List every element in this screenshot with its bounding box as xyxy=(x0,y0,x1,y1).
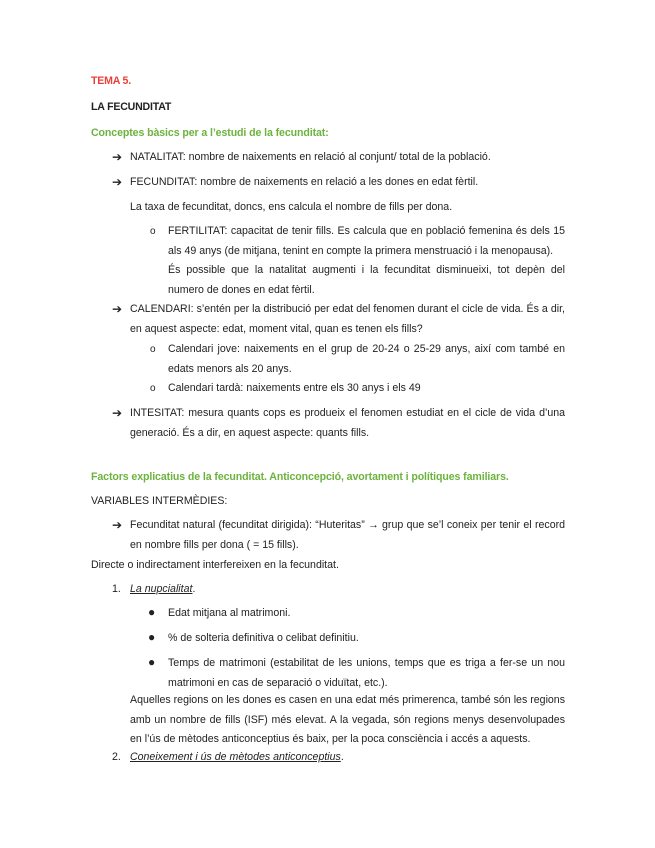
nupcialitat-dot: . xyxy=(192,583,196,595)
nupcialitat-label: La nupcialitat xyxy=(130,583,193,595)
bullet-icon: ● xyxy=(148,655,156,669)
directe-paragraph: Directe o indirectament interfereixen en la fecunditat. xyxy=(91,559,339,571)
calendari-jove-item: Calendari jove: naixements en el grup de 20-24 o 25-29 anys, així com també en edats menors als 20 anys. xyxy=(168,343,565,375)
variables-heading: VARIABLES INTERMÈDIES: xyxy=(91,495,228,507)
fertilitat-item: FERTILITAT: capacitat de tenir fills. Es calcula que en població femenina és dels 15 als 49 anys (de mitjana, tenint en compte la primera menstruació i la menopausa). xyxy=(168,225,565,257)
coneixement-item xyxy=(130,748,344,768)
section2-heading: Factors explicatius de la fecunditat. Anticoncepció, avortament i polítiques familiars. xyxy=(91,471,509,483)
solteria-item: % de solteria definitiva o celibat definitiu. xyxy=(168,632,359,644)
section1-heading: Conceptes bàsics per a l’estudi de la fecunditat: xyxy=(91,127,329,139)
circle-bullet-icon: o xyxy=(150,344,156,355)
coneixement-label: Coneixement i ús de mètodes anticonceptius xyxy=(130,751,341,763)
circle-bullet-icon: o xyxy=(150,383,156,394)
nupcialitat-item xyxy=(130,580,195,600)
calendari-item: CALENDARI: s’entén per la distribució per edat del fenomen durant el cicle de vida. És a dir, en aquest aspecte: edat, moment vital, quan es tenen els fills? xyxy=(130,303,565,335)
arrow-icon: ➔ xyxy=(112,175,123,189)
circle-bullet-icon: o xyxy=(150,226,156,237)
list-number: 1. xyxy=(112,583,121,595)
temps-matrimoni-item: Temps de matrimoni (estabilitat de les unions, temps que es triga a fer-se un nou matrimoni en cas de separació o viduïtat, etc.). xyxy=(168,657,565,689)
bullet-icon: ● xyxy=(148,630,156,644)
arrow-icon: ➔ xyxy=(112,150,123,164)
intensitat-item: INTESITAT: mesura quants cops es produeix el fenomen estudiat en el cicle de vida d’una generació. És a dir, en aquest aspecte: quants fills. xyxy=(130,407,565,439)
list-number: 2. xyxy=(112,751,121,763)
fecunditat-natural-item: Fecunditat natural (fecunditat dirigida): “Huteritas” → grup que se’l coneix per tenir el record en nombre fills per dona ( = 15 fills). xyxy=(130,519,565,551)
tema-heading: TEMA 5. xyxy=(91,75,131,87)
edat-mitjana-item: Edat mitjana al matrimoni. xyxy=(168,607,291,619)
aquelles-paragraph: Aquelles regions on les dones es casen en una edat més primerenca, també són les regions amb un nombre de fills (ISF) més elevat. A la vegada, són regions menys desenvolupades en l’ús de mètodes anticonceptius és baix, per la poca consciència i accés a aquests. xyxy=(130,694,565,745)
arrow-icon: ➔ xyxy=(112,406,123,420)
fecunditat-item: FECUNDITAT: nombre de naixements en relació a les dones en edat fèrtil. xyxy=(130,176,479,188)
taxa-paragraph: La taxa de fecunditat, doncs, ens calcula el nombre de fills per dona. xyxy=(130,201,453,213)
page-title: LA FECUNDITAT xyxy=(91,101,172,113)
calendari-tarda-item: Calendari tardà: naixements entre els 30 anys i els 49 xyxy=(168,382,421,394)
es-possible-paragraph: És possible que la natalitat augmenti i la fecunditat disminueixi, tot depèn del numero de dones en edat fèrtil. xyxy=(168,264,565,296)
bullet-icon: ● xyxy=(148,605,156,619)
arrow-icon: ➔ xyxy=(112,302,123,316)
arrow-icon: ➔ xyxy=(112,518,123,532)
natalitat-item: NATALITAT: nombre de naixements en relació al conjunt/ total de la població. xyxy=(130,151,491,163)
coneixement-dot: . xyxy=(340,751,344,763)
